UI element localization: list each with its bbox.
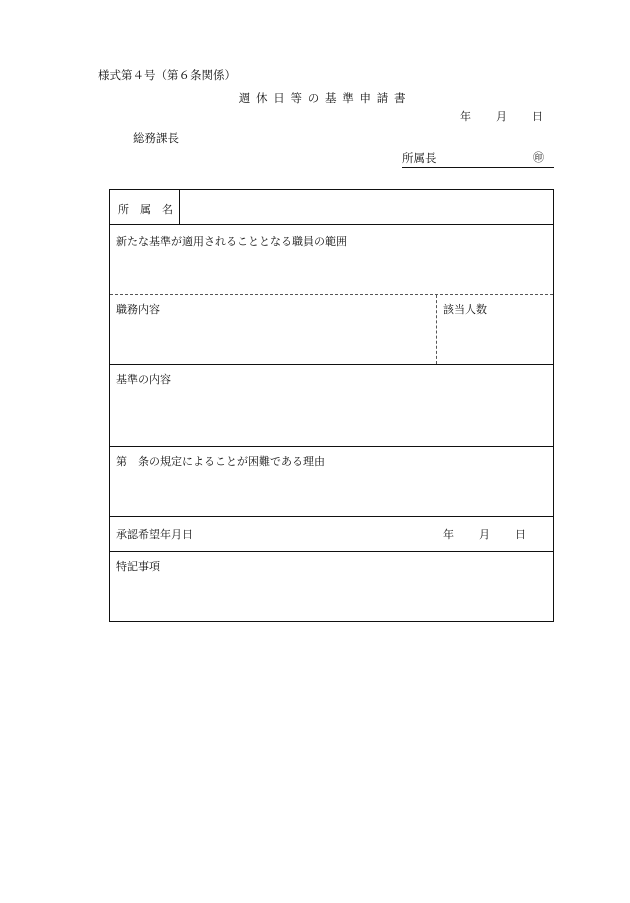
- reason-label: 第 条の規定によることが困難である理由: [116, 455, 325, 468]
- row-divider: [110, 551, 553, 552]
- remarks-field[interactable]: [111, 577, 551, 619]
- row-divider: [110, 516, 553, 517]
- headcount-field[interactable]: [440, 320, 550, 362]
- form-title: 週休日等の基準申請書: [238, 91, 412, 105]
- row-divider: [110, 446, 553, 447]
- headcount-divider: [436, 295, 437, 364]
- duties-label: 職務内容: [116, 303, 160, 316]
- applicant-label: 所属長: [402, 151, 437, 165]
- remarks-label: 特記事項: [116, 560, 160, 573]
- approval-date-label: 承認希望年月日: [116, 528, 193, 541]
- date-year-label: 年: [460, 110, 471, 123]
- approval-day-label: 日: [515, 528, 526, 541]
- content-field[interactable]: [111, 390, 551, 444]
- department-field[interactable]: [181, 191, 551, 223]
- approval-year-label: 年: [443, 528, 454, 541]
- date-day-label: 日: [532, 110, 543, 123]
- seal-mark: ㊞: [533, 151, 544, 164]
- scope-field[interactable]: [111, 252, 551, 292]
- department-label: 所 属 名: [118, 203, 173, 216]
- row-divider-dashed: [110, 294, 553, 295]
- application-form-table: [109, 189, 554, 622]
- form-number: 様式第４号（第６条関係）: [98, 68, 236, 82]
- submission-date: [460, 111, 543, 122]
- row-divider: [110, 224, 553, 225]
- row-divider: [110, 364, 553, 365]
- duties-field[interactable]: [111, 320, 433, 362]
- content-label: 基準の内容: [116, 373, 171, 386]
- applicant-signature-line[interactable]: [402, 153, 554, 168]
- date-month-label: 月: [496, 110, 507, 123]
- approval-month-label: 月: [479, 528, 490, 541]
- addressee: 総務課長: [133, 131, 179, 145]
- headcount-label: 該当人数: [443, 303, 487, 316]
- reason-field[interactable]: [111, 472, 551, 514]
- department-divider: [179, 190, 180, 224]
- scope-label: 新たな基準が適用されることとなる職員の範囲: [116, 235, 347, 248]
